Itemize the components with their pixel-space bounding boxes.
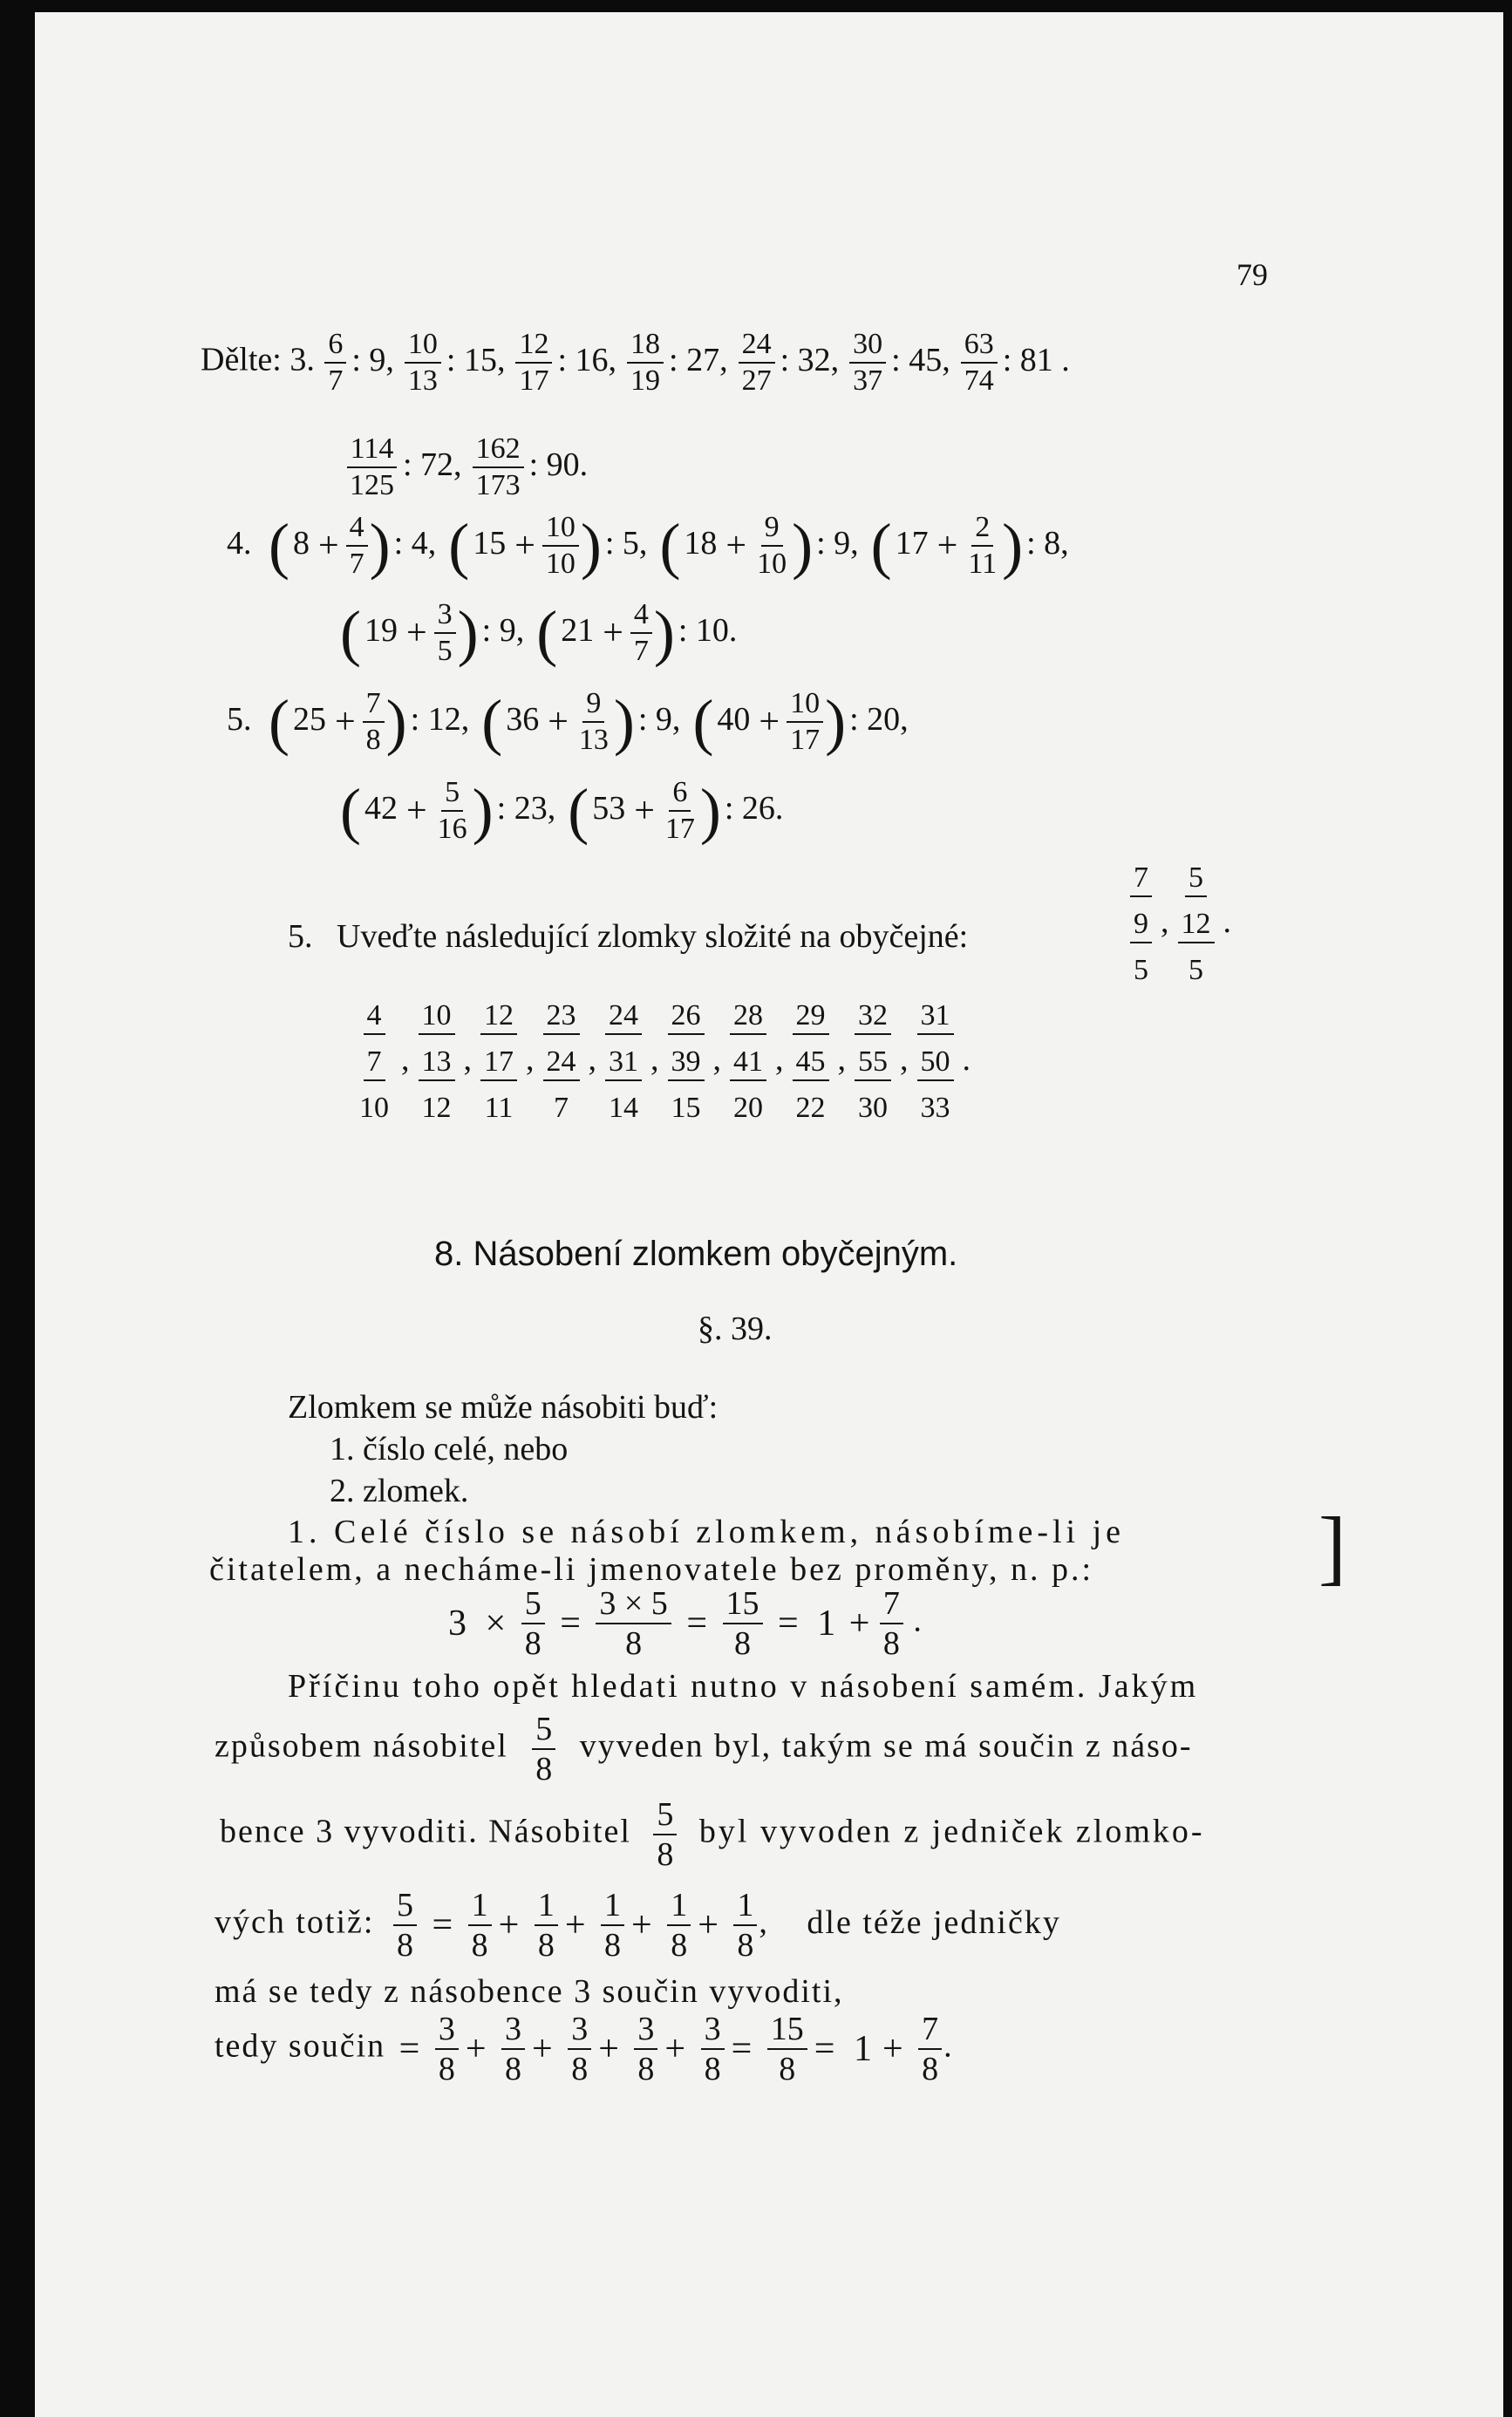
ex5b-r2-separator-1: ,: [463, 1040, 472, 1078]
sum-result-fraction: $\frac{15}{8}$: [767, 2012, 807, 2086]
ex5a-l2-close-paren-0: ): [472, 776, 494, 846]
ex5b-r1-separator-1: .: [1223, 902, 1231, 940]
paragraph-mark: §. 39.: [698, 1311, 773, 1347]
sum-term-3: $\frac{3}{8}$: [568, 2012, 591, 2086]
sum-last-fraction: $\frac{7}{8}$: [918, 2012, 942, 2086]
ex4-l2-plus-1: +: [603, 613, 623, 653]
body-option-2: 2. zlomek.: [330, 1473, 469, 1509]
para2-line-2-end: vyveden byl, takým se má součin z náso-: [579, 1727, 1193, 1765]
equation-1: [443, 1587, 922, 1660]
ex3-fraction-1: $\frac{10}{13}$: [405, 330, 441, 396]
body-option-1: 1. číslo celé, nebo: [330, 1431, 569, 1467]
ex5a-l1-open-paren-0: (: [269, 687, 289, 757]
ex5a-l1-divisor-1: : 9,: [637, 700, 681, 738]
ex4-l1-whole-0: 8: [292, 524, 310, 562]
sum-whole: 1: [853, 2029, 872, 2069]
ex4-l2-open-paren-1: (: [536, 598, 558, 668]
exercise-4-line-1: [227, 513, 1081, 579]
ex5b-r2-compound-fraction-9: 31 50 33: [917, 1001, 954, 1123]
ex4-l1-whole-1: 15: [473, 524, 507, 562]
eq1-equals-3: =: [778, 1603, 799, 1644]
scan-border-right: [1503, 0, 1512, 2417]
ex5a-l1-close-paren-0: ): [385, 687, 407, 757]
eq1-plus: +: [848, 1603, 870, 1644]
exercise-5b-text: Uveďte následující zlomky složité na obyčejné:: [337, 918, 969, 955]
ex5a-l2-whole-1: 53: [592, 789, 626, 827]
ex5a-l1-close-paren-1: ): [613, 687, 635, 757]
sum-equation: tedy součin = $\frac{3}{8}$ + $\frac{3}{8}$ + $\frac{3}{8}$ + $\frac{3}{8}$ + $\frac{3}{8}$ = $\frac{15}{8}$ = 1 + $\frac{7}{8}$ .: [215, 2011, 952, 2087]
ex4-l1-fraction-0: $\frac{4}{7}$: [346, 513, 368, 579]
ex3-divisor-4: : 32,: [780, 341, 840, 378]
eq1-fraction-5-8: $\frac{5}{8}$: [521, 1587, 545, 1660]
ex4-l1-open-paren-0: (: [269, 511, 289, 581]
exercise-5b-compound-row-2: [351, 1001, 974, 1123]
ex4-l1-close-paren-1: ): [580, 511, 602, 581]
ex4-l2-whole-0: 19: [364, 611, 398, 649]
ex4-l2-fraction-1: $\frac{4}{7}$: [630, 600, 652, 666]
ex5a-l1-whole-2: 40: [717, 700, 751, 738]
para2-line-5: má se tedy z násobence 3 součin vyvoditi,: [215, 1973, 844, 2010]
ex4-l1-close-paren-3: ): [1002, 511, 1024, 581]
ex5a-l1-plus-1: +: [548, 702, 569, 742]
sum-term-5: $\frac{3}{8}$: [701, 2012, 725, 2086]
unit-fraction-4: $\frac{1}{8}$: [667, 1889, 691, 1962]
ex3-fraction-6: $\frac{63}{74}$: [961, 330, 998, 396]
ex5a-l1-plus-0: +: [334, 702, 356, 742]
ex5a-l1-fraction-0: $\frac{7}{8}$: [363, 689, 385, 755]
ex4-l1-divisor-1: : 5,: [604, 524, 648, 562]
eq1-fraction-15-8: $\frac{15}{8}$: [723, 1587, 763, 1660]
ex4-l1-close-paren-2: ): [792, 511, 814, 581]
ex4-l1-close-paren-0: ): [369, 511, 391, 581]
ex4-l1-whole-3: 17: [895, 524, 929, 562]
ex5a-l1-open-paren-1: (: [481, 687, 503, 757]
ex5a-l2-divisor-1: : 26.: [724, 789, 784, 827]
ex5b-r2-compound-fraction-0: 4 7 10: [359, 999, 389, 1124]
exercise-5b-compound-row-1: [1125, 863, 1235, 985]
ex3-divisor-5: : 45,: [891, 341, 950, 378]
ex3-fraction-4: $\frac{24}{27}$: [739, 330, 775, 396]
ex5a-l1-close-paren-2: ): [825, 687, 847, 757]
ex4-l2-plus-0: +: [405, 613, 427, 653]
ex3-divisor-1: : 15,: [446, 341, 506, 378]
eq1-times-sign: ×: [485, 1603, 507, 1644]
ex5a-l1-fraction-1: $\frac{9}{13}$: [578, 687, 609, 756]
ex5b-r2-separator-0: ,: [401, 1040, 410, 1078]
para2-fraction-5-8-c: $\frac{5}{8}$: [393, 1889, 417, 1962]
margin-bracket-mark: ]: [1318, 1500, 1346, 1593]
para2-line-2-start: způsobem násobitel: [215, 1727, 508, 1765]
ex5a-l2-plus-0: +: [405, 791, 427, 831]
ex5a-l2-plus-1: +: [634, 791, 655, 831]
ex5b-r1-compound-fraction-1: 5 12 5: [1178, 863, 1215, 985]
ex5b-r1-separator-0: ,: [1161, 902, 1169, 940]
para2-line-3: [220, 1798, 1205, 1871]
exercise-5b-label: 5.: [288, 918, 313, 955]
para2-fraction-5-8-a: $\frac{5}{8}$: [532, 1712, 555, 1786]
exercise-3-label: Dělte: 3.: [201, 341, 315, 378]
ex5b-r2-separator-2: ,: [526, 1040, 535, 1078]
para2-fraction-5-8-b: $\frac{5}{8}$: [653, 1798, 677, 1871]
ex3-fraction-3: $\frac{18}{19}$: [627, 330, 664, 396]
unit-fraction-1: $\frac{1}{8}$: [468, 1889, 492, 1962]
ex5a-l2-open-paren-0: (: [340, 776, 361, 846]
ex4-l2-whole-1: 21: [561, 611, 595, 649]
ex4-l1-plus-3: +: [936, 526, 958, 566]
ex5a-l1-fraction-2: $\frac{10}{17}$: [787, 689, 823, 755]
ex5b-r2-separator-8: ,: [900, 1040, 909, 1078]
ex5b-r2-separator-5: ,: [712, 1040, 721, 1078]
sum-term-4: $\frac{3}{8}$: [634, 2012, 657, 2086]
ex5a-l2-close-paren-1: ): [699, 776, 721, 846]
sum-equation-label: tedy součin: [215, 2027, 386, 2065]
ex3-line2-fraction-0: $\frac{114}{125}$: [346, 434, 398, 500]
ex5a-l1-whole-1: 36: [506, 700, 540, 738]
ex4-l2-fraction-0: $\frac{3}{5}$: [434, 600, 456, 666]
exercise-5a-line-1: [227, 689, 921, 755]
ex4-l1-divisor-2: : 9,: [816, 524, 859, 562]
ex4-l2-close-paren-0: ): [457, 598, 479, 668]
ex5b-r1-compound-fraction-0: 7 9 5: [1130, 863, 1152, 985]
unit-fraction-5: $\frac{1}{8}$: [733, 1889, 757, 1962]
scan-border-top: [0, 0, 1512, 12]
ex5b-r2-separator-7: ,: [837, 1040, 846, 1078]
section-title: 8. Násobení zlomkem obyčejným.: [434, 1235, 958, 1273]
para2-line-3-start: bence 3 vyvoditi. Násobitel: [220, 1813, 631, 1850]
ex3-divisor-2: : 16,: [557, 341, 617, 378]
ex5b-r2-compound-fraction-5: 26 39 15: [668, 1001, 705, 1123]
ex4-l1-plus-0: +: [317, 526, 339, 566]
para2-line-4-end: dle téže jedničky: [807, 1903, 1061, 1941]
para2-line-1: Příčinu toho opět hledati nutno v násobení samém. Jakým: [288, 1668, 1199, 1705]
ex5a-l1-open-paren-2: (: [692, 687, 714, 757]
ex4-l1-open-paren-3: (: [870, 511, 892, 581]
eq1-period: .: [913, 1602, 922, 1639]
ex5b-r2-compound-fraction-2: 12 17 11: [480, 1001, 517, 1123]
ex5b-r2-compound-fraction-1: 10 13 12: [419, 1001, 455, 1123]
ex5b-r2-separator-6: ,: [775, 1040, 784, 1078]
rule-line-2: čitatelem, a necháme-li jmenovatele bez proměny, n. p.:: [209, 1551, 1094, 1588]
ex3-divisor-0: : 9,: [351, 341, 394, 378]
ex4-l2-open-paren-0: (: [340, 598, 361, 668]
ex4-l1-fraction-2: $\frac{9}{10}$: [757, 511, 787, 580]
ex4-l2-close-paren-1: ): [653, 598, 675, 668]
eq1-equals-2: =: [686, 1603, 707, 1644]
eq1-equals-1: =: [560, 1603, 581, 1644]
eq1-fraction-3x5-8: $\frac{3 \times 5}{8}$: [596, 1587, 671, 1660]
ex5a-l2-open-paren-1: (: [568, 776, 589, 846]
ex5b-r2-separator-4: ,: [650, 1040, 659, 1078]
ex4-l1-open-paren-2: (: [659, 511, 681, 581]
para2-line-4-start: vých totiž:: [215, 1903, 375, 1941]
ex4-l2-divisor-1: : 10.: [678, 611, 738, 649]
sum-term-1: $\frac{3}{8}$: [435, 2012, 459, 2086]
ex5b-r2-compound-fraction-3: 23 24 7: [543, 1001, 580, 1123]
ex4-l1-divisor-0: : 4,: [393, 524, 437, 562]
ex4-l1-whole-2: 18: [684, 524, 718, 562]
ex5a-l2-fraction-1: $\frac{6}{17}$: [664, 776, 695, 845]
ex5a-l2-whole-0: 42: [364, 789, 398, 827]
ex5a-l2-fraction-0: $\frac{5}{16}$: [437, 776, 467, 845]
ex5b-r2-compound-fraction-4: 24 31 14: [605, 1001, 642, 1123]
ex5a-l1-divisor-0: : 12,: [410, 700, 470, 738]
ex4-l1-open-paren-1: (: [448, 511, 470, 581]
ex4-l1-plus-2: +: [725, 526, 747, 566]
exercise-3-line-2: [344, 434, 596, 500]
ex5a-l1-plus-2: +: [759, 702, 780, 742]
ex3-line2-divisor-0: : 72,: [403, 446, 462, 483]
exercise-5b-line: [288, 917, 968, 956]
exercise-5a-label: 5.: [227, 700, 252, 738]
eq1-fraction-7-8: $\frac{7}{8}$: [880, 1587, 903, 1660]
ex5b-r2-separator-9: .: [962, 1040, 971, 1078]
ex5a-l1-divisor-2: : 20,: [849, 700, 909, 738]
sum-term-2: $\frac{3}{8}$: [501, 2012, 525, 2086]
unit-fraction-2: $\frac{1}{8}$: [535, 1889, 558, 1962]
eq1-whole: 1: [817, 1603, 836, 1644]
rule-line-1: 1. Celé číslo se násobí zlomkem, násobíme-li je: [288, 1514, 1126, 1550]
exercise-4-label: 4.: [227, 524, 252, 562]
para2-line-4: vých totiž: $\frac{5}{8}$ = $\frac{1}{8}$ + $\frac{1}{8}$ + $\frac{1}{8}$ + $\frac{1}{8}$ + $\frac{1}{8}$ , dle téže jedničky: [215, 1887, 1061, 1964]
ex5a-l2-divisor-0: : 23,: [496, 789, 556, 827]
ex3-divisor-6: : 81 .: [1002, 341, 1070, 378]
ex3-divisor-3: : 27,: [669, 341, 728, 378]
ex4-l1-plus-1: +: [514, 526, 535, 566]
ex5b-r2-separator-3: ,: [588, 1040, 596, 1078]
ex3-fraction-0: $\frac{6}{7}$: [324, 330, 346, 396]
ex3-fraction-2: $\frac{12}{17}$: [515, 330, 552, 396]
ex5b-r2-compound-fraction-7: 29 45 22: [793, 1001, 829, 1123]
ex4-l1-fraction-1: $\frac{10}{10}$: [542, 513, 579, 579]
page-number: 79: [1236, 257, 1268, 292]
ex3-line2-divisor-1: : 90.: [528, 446, 589, 483]
ex4-l1-divisor-3: : 8,: [1026, 524, 1069, 562]
ex5b-r2-compound-fraction-8: 32 55 30: [855, 1001, 891, 1123]
para2-line-3-end: byl vyvoden z jedniček zlomko-: [698, 1813, 1205, 1850]
ex5a-l1-whole-0: 25: [292, 700, 326, 738]
ex5b-r2-compound-fraction-6: 28 41 20: [730, 1001, 766, 1123]
ex4-l1-fraction-3: $\frac{2}{11}$: [968, 511, 998, 580]
unit-fraction-3: $\frac{1}{8}$: [601, 1889, 624, 1962]
exercise-3-line-1: [201, 330, 1079, 396]
body-intro: Zlomkem se může násobiti buď:: [288, 1389, 719, 1426]
eq1-multiplicand: 3: [448, 1603, 467, 1644]
scan-border-left: [0, 0, 35, 2417]
ex4-l2-divisor-0: : 9,: [481, 611, 525, 649]
exercise-5a-line-2: [340, 778, 795, 844]
ex3-fraction-5: $\frac{30}{37}$: [849, 330, 886, 396]
para2-line-2: [215, 1712, 1193, 1786]
ex3-line2-fraction-1: $\frac{162}{173}$: [473, 434, 524, 500]
exercise-4-line-2: [340, 600, 749, 666]
